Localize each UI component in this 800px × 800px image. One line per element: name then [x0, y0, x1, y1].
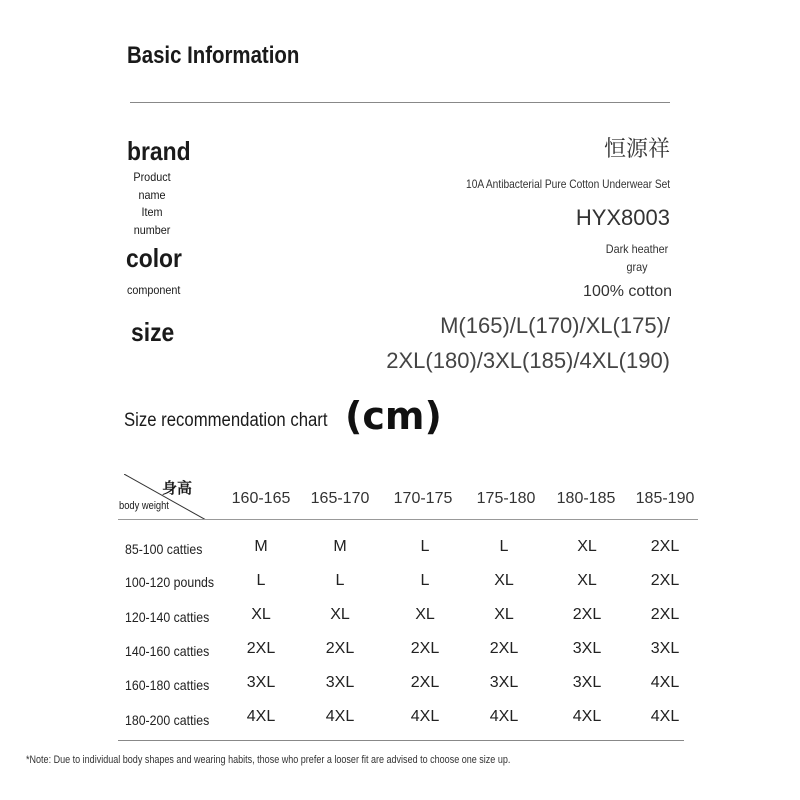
height-header: 身高 — [162, 480, 193, 497]
size-label: size — [131, 317, 175, 347]
product-name-label — [130, 168, 175, 204]
row-label: 85-100 catties — [125, 541, 203, 557]
table-cell: XL — [415, 606, 435, 623]
size-value-line-1: M(165)/L(170)/XL(175)/ — [440, 313, 670, 338]
table-cell: L — [499, 538, 509, 555]
section-title: Basic Information — [127, 42, 300, 69]
table-cell: XL — [577, 538, 597, 555]
row-label: 140-160 catties — [125, 643, 210, 659]
brand-label: brand — [127, 136, 191, 166]
table-cell: M — [333, 538, 347, 555]
column-header: 160-165 — [231, 490, 291, 507]
table-cell: 3XL — [572, 640, 602, 657]
color-value — [604, 240, 671, 276]
table-cell: 4XL — [650, 708, 680, 725]
weight-header: body weight — [119, 500, 169, 512]
column-header: 165-170 — [310, 490, 370, 507]
size-chart-title: Size recommendation chart — [124, 410, 328, 431]
item-number-value: HYX8003 — [575, 205, 670, 230]
product-name-label-line-1: Product — [133, 170, 171, 184]
row-label: 100-120 pounds — [125, 574, 215, 590]
table-cell: 3XL — [650, 640, 680, 657]
title-divider — [130, 102, 670, 103]
product-name-label-line-2: name — [138, 188, 166, 202]
table-cell: 2XL — [650, 606, 680, 623]
table-cell: L — [420, 572, 430, 589]
color-value-line-1: Dark heather — [605, 242, 669, 256]
column-header: 170-175 — [393, 490, 453, 507]
table-cell: 2XL — [410, 674, 440, 691]
table-cell: M — [254, 538, 268, 555]
size-value-line-2: 2XL(180)/3XL(185)/4XL(190) — [386, 348, 670, 373]
component-label: component — [127, 283, 181, 297]
table-cell: 4XL — [489, 708, 519, 725]
table-cell: 2XL — [650, 538, 680, 555]
table-cell: 4XL — [650, 674, 680, 691]
table-cell: 4XL — [410, 708, 440, 725]
table-cell: XL — [494, 606, 514, 623]
table-cell: XL — [577, 572, 597, 589]
color-value-line-2: gray — [626, 260, 648, 274]
item-number-label — [130, 203, 175, 239]
table-cell: XL — [251, 606, 271, 623]
column-header: 180-185 — [556, 490, 616, 507]
brand-value: 恒源祥 — [603, 137, 670, 162]
table-cell: L — [335, 572, 345, 589]
table-bottom-divider — [118, 740, 684, 741]
row-label: 180-200 catties — [125, 712, 210, 728]
table-cell: 4XL — [246, 708, 276, 725]
column-header: 185-190 — [635, 490, 695, 507]
column-header: 175-180 — [476, 490, 536, 507]
table-cell: L — [256, 572, 266, 589]
table-cell: 4XL — [325, 708, 355, 725]
table-cell: L — [420, 538, 430, 555]
table-cell: 4XL — [572, 708, 602, 725]
table-cell: XL — [494, 572, 514, 589]
color-label: color — [126, 243, 182, 273]
size-chart-unit: (cm) — [345, 394, 442, 438]
table-cell: 2XL — [325, 640, 355, 657]
table-cell: 2XL — [489, 640, 519, 657]
table-cell: 3XL — [325, 674, 355, 691]
row-label: 160-180 catties — [125, 677, 210, 693]
table-cell: 2XL — [410, 640, 440, 657]
item-number-label-line-1: Item — [141, 205, 163, 219]
footnote: *Note: Due to individual body shapes and wearing habits, those who prefer a looser fit are advised to choose one size up. — [26, 754, 511, 766]
table-cell: 3XL — [246, 674, 276, 691]
component-value: 100% cotton — [583, 283, 672, 300]
product-name-value: 10A Antibacterial Pure Cotton Underwear Set — [465, 177, 670, 191]
table-cell: XL — [330, 606, 350, 623]
table-cell: 2XL — [572, 606, 602, 623]
table-cell: 3XL — [489, 674, 519, 691]
item-number-label-line-2: number — [133, 223, 171, 237]
row-label: 120-140 catties — [125, 609, 210, 625]
table-cell: 2XL — [246, 640, 276, 657]
table-header-divider — [118, 519, 698, 520]
table-cell: 3XL — [572, 674, 602, 691]
table-cell: 2XL — [650, 572, 680, 589]
